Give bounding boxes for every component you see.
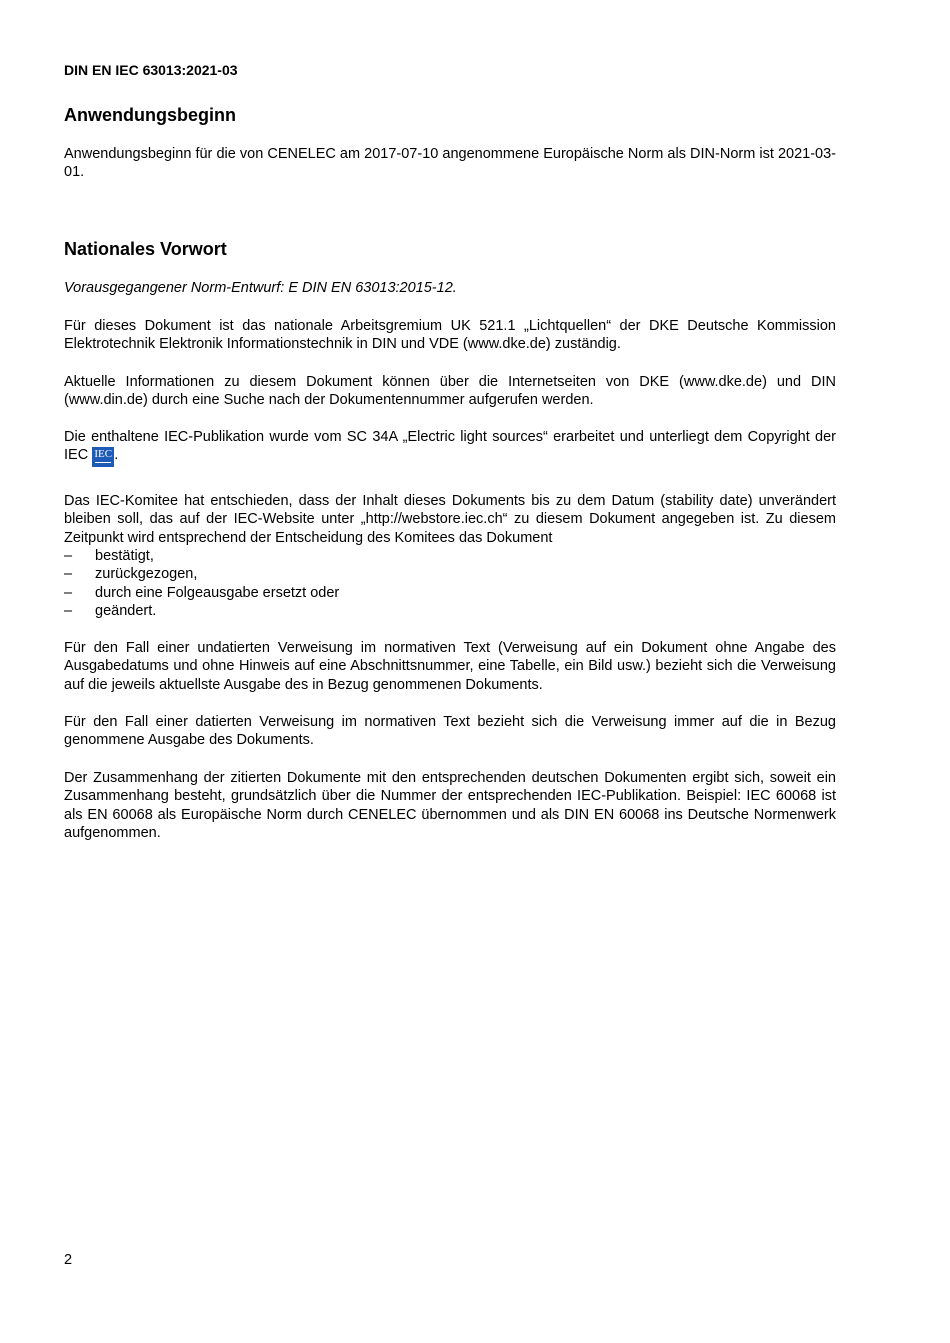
paragraph-aktuelle-informationen: Aktuelle Informationen zu diesem Dokument können über die Internetseiten von DKE (www.dke.de) und DIN (www.din.de) durch eine Suche nach der Dokumentennummer aufgerufen werden. [64,374,836,409]
iec-logo-text: IEC [94,448,113,461]
document-id: DIN EN IEC 63013:2021-03 [64,62,238,78]
list-dash: – [64,602,73,619]
list-dash: – [64,548,73,564]
iec-logo-icon [92,447,114,467]
list-item [64,602,339,620]
paragraph-zusammenhang: Der Zusammenhang der zitierten Dokumente mit den entsprechenden deutschen Dokumenten ergibt sich, soweit ein Zusammenhang besteht, grundsätzlich über die Nummer der entsprechenden IEC-Publikation. Beispiel: IEC 60068 ist als EN 60068 als Europäische Norm durch CENELEC übernommen und als DIN EN 60068 ins Deutsche Normenwerk aufgenommen. [64,770,836,841]
list-item [64,565,339,583]
paragraph-iec-copyright [64,428,836,467]
paragraph-undatierte-verweisung: Für den Fall einer undatierten Verweisung im normativen Text (Verweisung auf ein Dokument ohne Angabe des Ausgabedatums und ohne Hinweis auf eine Abschnittsnummer, eine Tabelle, ein Bild usw.) bezieht sich die Verweisung auf die jeweils aktuellste Ausgabe des in Bezug genommenen Dokuments. [64,640,836,693]
heading-anwendungsbeginn: Anwendungsbeginn [64,105,236,125]
iec-copyright-text: Die enthaltene IEC-Publikation wurde vom SC 34A „Electric light sources“ erarbeitet und unterliegt dem Copyright der IEC [64,429,836,464]
list-item [64,547,339,565]
list-dash: – [64,566,73,583]
iec-logo-underline [95,462,111,463]
iec-copyright-period: . [114,447,119,464]
stability-status-list [64,547,339,620]
paragraph-norm-entwurf: Vorausgegangener Norm-Entwurf: E DIN EN 63013:2015-12. [64,280,457,296]
list-item-text: bestätigt, [95,548,154,564]
page-number: 2 [64,1252,73,1268]
document-page [64,0,836,1343]
list-item-text: zurückgezogen, [95,566,198,583]
paragraph-anwendungsbeginn: Anwendungsbeginn für die von CENELEC am 2017-07-10 angenommene Europäische Norm als DIN-Norm ist 2021-03-01. [64,146,836,181]
heading-nationales-vorwort: Nationales Vorwort [64,239,227,259]
paragraph-iec-komitee: Das IEC-Komitee hat entschieden, dass der Inhalt dieses Dokuments bis zu dem Datum (stability date) unverändert bleiben soll, das auf der IEC-Website unter „http://webstore.iec.ch“ zu diesem Dokument angegeben ist. Zu diesem Zeitpunkt wird entsprechend der Entscheidung des Komitees das Dokument [64,493,836,546]
paragraph-datierte-verweisung: Für den Fall einer datierten Verweisung im normativen Text bezieht sich die Verweisung immer auf die in Bezug genommene Ausgabe des Dokuments. [64,714,836,749]
paragraph-zustaendigkeit: Für dieses Dokument ist das nationale Arbeitsgremium UK 521.1 „Lichtquellen“ der DKE Deutsche Kommission Elektrotechnik Elektronik Informationstechnik in DIN und VDE (www.dke.de) zuständig. [64,318,836,353]
list-item-text: durch eine Folgeausgabe ersetzt oder [95,584,340,601]
list-item-text: geändert. [95,602,157,619]
list-item [64,584,339,602]
list-dash: – [64,584,73,601]
